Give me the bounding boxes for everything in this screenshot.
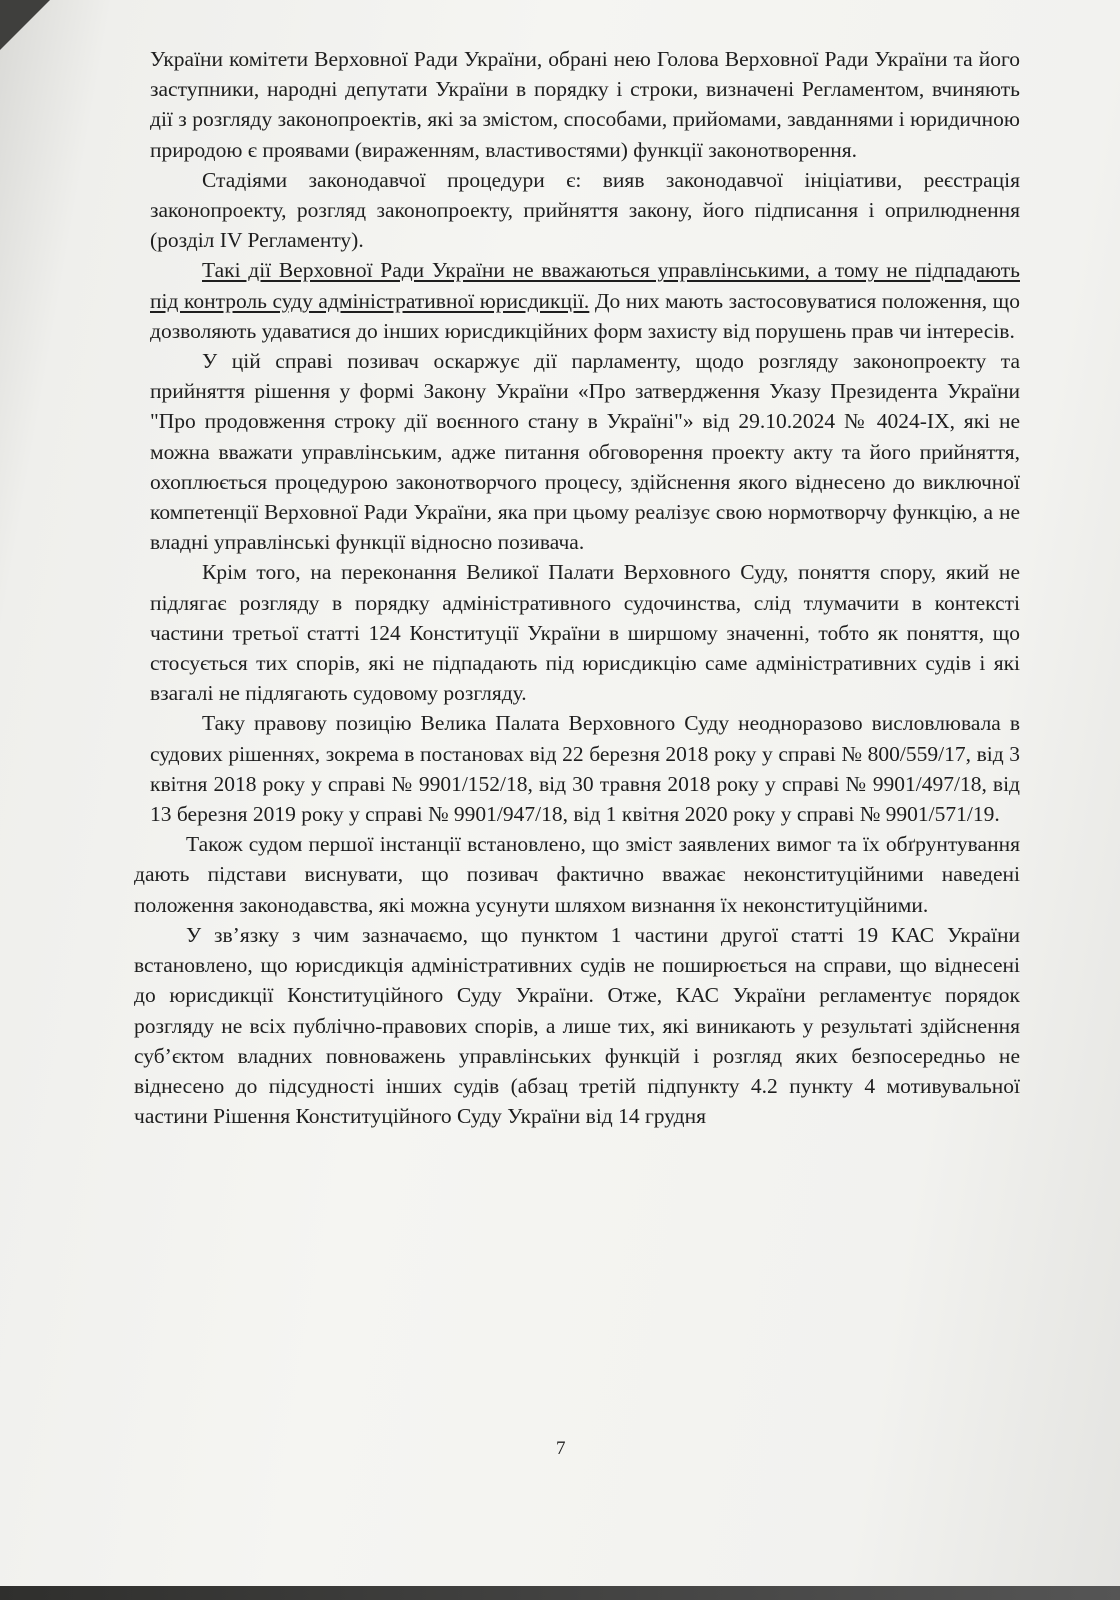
paragraph-2: Стадіями законодавчої процедури є: вияв законодавчої ініціативи, реєстрація законопроекту, розгляд законопроекту, прийняття закону, його підписання і оприлюднення (розділ IV Регламенту). bbox=[150, 167, 1020, 253]
document-body bbox=[134, 44, 1020, 1131]
paragraph-6: Таку правову позицію Велика Палата Верховного Суду неодноразово висловлювала в судових рішеннях, зокрема в постановах від 22 березня 2018 року у справі № 800/559/17, від 3 квітня 2018 року у справі № 9901/152/18, від 30 травня 2018 року у справі № 9901/497/18, від 13 березня 2019 року у справі № 9901/947/18, від 1 квітня 2020 року у справі № 9901/571/19. bbox=[150, 711, 1020, 827]
paragraph-5: Крім того, на переконання Великої Палати Верховного Суду, поняття спору, який не підлягає розгляду в порядку адміністративного судочинства, слід тлумачити в контексті частини третьої статті 124 Конституції України в ширшому значенні, тобто як поняття, що стосується тих спорів, які не підпадають під юрисдикцію саме адміністративних судів і які взагалі не підлягають судовому розгляду. bbox=[150, 560, 1020, 706]
paragraph-4: У цій справі позивач оскаржує дії парламенту, щодо розгляду законопроекту та прийняття рішення у формі Закону України «Про затвердження Указу Президента України "Про продовження строку дії воєнного стану в Україні"» від 29.10.2024 № 4024-IX, які не можна вважати управлінським, адже питання обговорення проекту акту та його прийняття, охоплюється процедурою законотворчого процесу, здійснення якого віднесено до виключної компетенції Верховної Ради України, яка при цьому реалізує свою нормотворчу функцію, а не владні управлінські функції відносно позивача. bbox=[150, 349, 1020, 555]
paragraph-7: Також судом першої інстанції встановлено, що зміст заявлених вимог та їх обґрунтування дають підстави виснувати, що позивач фактично вважає неконституційними наведені положення законодавства, які можна усунути шляхом визнання їх неконституційними. bbox=[134, 832, 1020, 917]
underlined-statement: Такі дії Верховної Ради України не вважаються управлінськими, а тому не підпадають під контроль суду адміністративної юрисдикції. bbox=[150, 258, 1020, 313]
paragraph-8: У зв’язку з чим зазначаємо, що пунктом 1 частини другої статті 19 КАС України встановлено, що юрисдикція адміністративних судів не поширюється на справи, що віднесені до юрисдикції Конституційного Суду України. Отже, КАС України регламентує порядок розгляду не всіх публічно-правових спорів, а лише тих, які виникають у результаті здійснення суб’єктом владних повноважень управлінських функцій і розгляд яких безпосередньо не віднесено до підсудності інших судів (абзац третій підпункту 4.2 пункту 4 мотивувальної частини Рішення Конституційного Суду України від 14 грудня bbox=[134, 922, 1020, 1129]
paragraph-3 bbox=[150, 255, 1020, 346]
page-corner-shadow bbox=[0, 0, 50, 50]
desk-edge bbox=[0, 1586, 1120, 1600]
paragraph-1: України комітети Верховної Ради України, обрані нею Голова Верховної Ради України та його заступники, народні депутати України в порядку і строки, визначені Регламентом, вчиняють дії з розгляду законопроектів, які за змістом, способами, прийомами, завданнями і юридичною природою є проявами (вираженням, властивостями) функції законотворення. bbox=[150, 47, 1020, 162]
paragraph-3-rest: До них мають застосовуватися положення, що дозволяють удаватися до інших юрисдикційних форм захисту від порушень прав чи інтересів. bbox=[150, 288, 1020, 343]
page-number: 7 bbox=[556, 1438, 566, 1459]
